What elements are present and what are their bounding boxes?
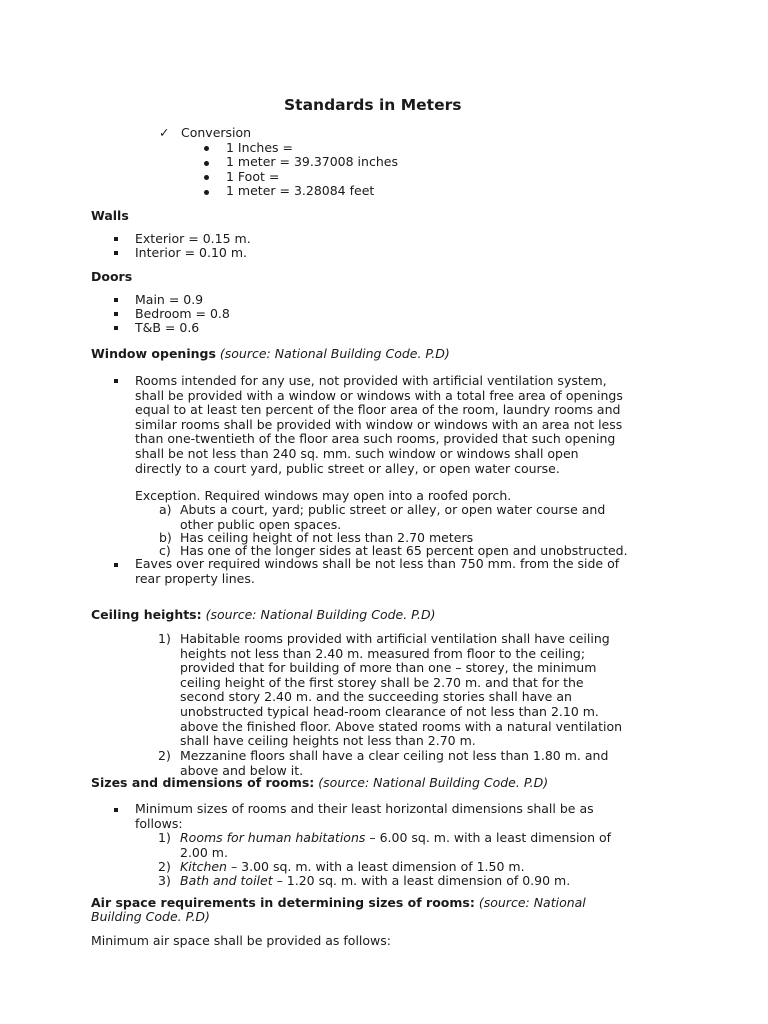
ceiling-source: (source: National Building Code. P.D) [205, 607, 436, 622]
doors-item: Main = 0.9 [135, 292, 204, 307]
check-icon: ✓ [159, 125, 170, 140]
text-line: ceiling height of the first storey shall be 2.70 m. and that for the [180, 674, 584, 690]
doors-heading: Doors [91, 269, 133, 284]
text-line: other public open spaces. [180, 516, 342, 532]
sizes-heading: Sizes and dimensions of rooms: [91, 775, 315, 790]
square-bullet-icon [114, 312, 118, 316]
window-paragraph [135, 374, 677, 476]
walls-heading: Walls [91, 208, 129, 223]
bullet-icon [204, 161, 209, 166]
eaves-paragraph [135, 557, 677, 586]
text-line [180, 831, 677, 846]
list-marker: c) [159, 543, 171, 558]
room-type: Kitchen [180, 859, 227, 874]
room-type: Rooms for human habitations [180, 830, 366, 845]
bullet-icon [204, 190, 209, 195]
doors-item: Bedroom = 0.8 [135, 306, 230, 321]
list-marker: 2) [158, 859, 171, 874]
text-line: shall be provided with a window or windows with a total free area of openings [135, 387, 623, 403]
text-line: follows: [135, 815, 183, 831]
text-line: than one-twentieth of the floor area such rooms, provided that such opening [135, 431, 616, 447]
sizes-item [180, 874, 570, 889]
square-bullet-icon [114, 298, 118, 302]
square-bullet-icon [114, 808, 118, 812]
text-line: directly to a court yard, public street or alley, or open water course. [135, 460, 560, 476]
text-line: equal to at least ten percent of the floor area of the room, laundry rooms and [135, 402, 621, 418]
conversion-item: 1 Foot = [226, 169, 280, 184]
text-line: Rooms intended for any use, not provided with artificial ventilation system, [135, 373, 607, 388]
walls-item: Exterior = 0.15 m. [135, 231, 251, 246]
window-heading: Window openings [91, 346, 216, 361]
list-marker: 3) [158, 873, 171, 888]
ceiling-item [180, 632, 677, 749]
text-line: shall be not less than 240 sq. mm. such window or windows shall open [135, 445, 579, 461]
text-line: Minimum sizes of rooms and their least horizontal dimensions shall be as [135, 801, 594, 816]
conversion-item: 1 meter = 3.28084 feet [226, 183, 375, 198]
list-marker: 1) [158, 631, 171, 646]
window-heading-line [91, 347, 450, 362]
text-line: Habitable rooms provided with artificial ventilation shall have ceiling [180, 631, 610, 646]
room-type: Bath and toilet [180, 873, 273, 888]
sizes-heading-line [91, 776, 548, 791]
text-line: provided that for building of more than one – storey, the minimum [180, 660, 597, 676]
ceiling-heading: Ceiling heights: [91, 607, 202, 622]
text-line: above the finished floor. Above stated rooms with a natural ventilation [180, 718, 623, 734]
exception-item [180, 503, 677, 532]
bullet-icon [204, 146, 209, 151]
conversion-label: Conversion [181, 125, 252, 140]
text-line: heights not less than 2.40 m. measured from floor to the ceiling; [180, 645, 586, 661]
ceiling-item [180, 749, 677, 778]
list-marker: 1) [158, 830, 171, 845]
sizes-source: (source: National Building Code. P.D) [318, 775, 549, 790]
room-dimension: – 3.00 sq. m. with a least dimension of 1.50 m. [226, 859, 525, 874]
ceiling-heading-line [91, 608, 435, 623]
text-line: shall have ceiling heights not less than 2.70 m. [180, 733, 476, 749]
walls-item: Interior = 0.10 m. [135, 245, 247, 260]
text-line: Abuts a court, yard; public street or alley, or open water course and [180, 502, 606, 517]
air-source-continued: Building Code. P.D) [91, 909, 210, 924]
window-exception: Exception. Required windows may open into a roofed porch. [135, 488, 512, 503]
sizes-item [180, 831, 677, 860]
doors-item: T&B = 0.6 [135, 320, 200, 335]
air-intro: Minimum air space shall be provided as follows: [91, 933, 391, 948]
text-line: 2.00 m. [180, 844, 228, 860]
text-line: similar rooms shall be provided with window or windows with an area not less [135, 416, 623, 432]
room-dimension: – 1.20 sq. m. with a least dimension of 0.90 m. [272, 873, 571, 888]
square-bullet-icon [114, 237, 118, 241]
bullet-icon [204, 175, 209, 180]
air-heading: Air space requirements in determining sizes of rooms: [91, 895, 475, 910]
list-marker: 2) [158, 748, 171, 763]
exception-item: Has one of the longer sides at least 65 percent open and unobstructed. [180, 543, 628, 558]
text-line: above and below it. [180, 762, 304, 778]
text-line: second story 2.40 m. and the succeeding stories shall have an [180, 689, 572, 705]
text-line: rear property lines. [135, 570, 255, 586]
air-source: (source: National [478, 895, 586, 910]
text-line: unobstructed typical head-room clearance of not less than 2.10 m. [180, 703, 599, 719]
conversion-item: 1 meter = 39.37008 inches [226, 154, 398, 169]
square-bullet-icon [114, 563, 118, 567]
square-bullet-icon [114, 379, 118, 383]
list-marker: a) [159, 502, 172, 517]
list-marker: b) [159, 530, 172, 545]
square-bullet-icon [114, 251, 118, 255]
square-bullet-icon [114, 326, 118, 330]
conversion-item: 1 Inches = [226, 140, 293, 155]
sizes-intro [135, 802, 677, 831]
page-title: Standards in Meters [284, 96, 462, 114]
text-line: Mezzanine floors shall have a clear ceiling not less than 1.80 m. and [180, 748, 609, 763]
exception-item: Has ceiling height of not less than 2.70 meters [180, 530, 474, 545]
room-dimension: – 6.00 sq. m. with a least dimension of [365, 830, 612, 845]
text-line: Eaves over required windows shall be not less than 750 mm. from the side of [135, 556, 620, 571]
window-source: (source: National Building Code. P.D) [219, 346, 450, 361]
